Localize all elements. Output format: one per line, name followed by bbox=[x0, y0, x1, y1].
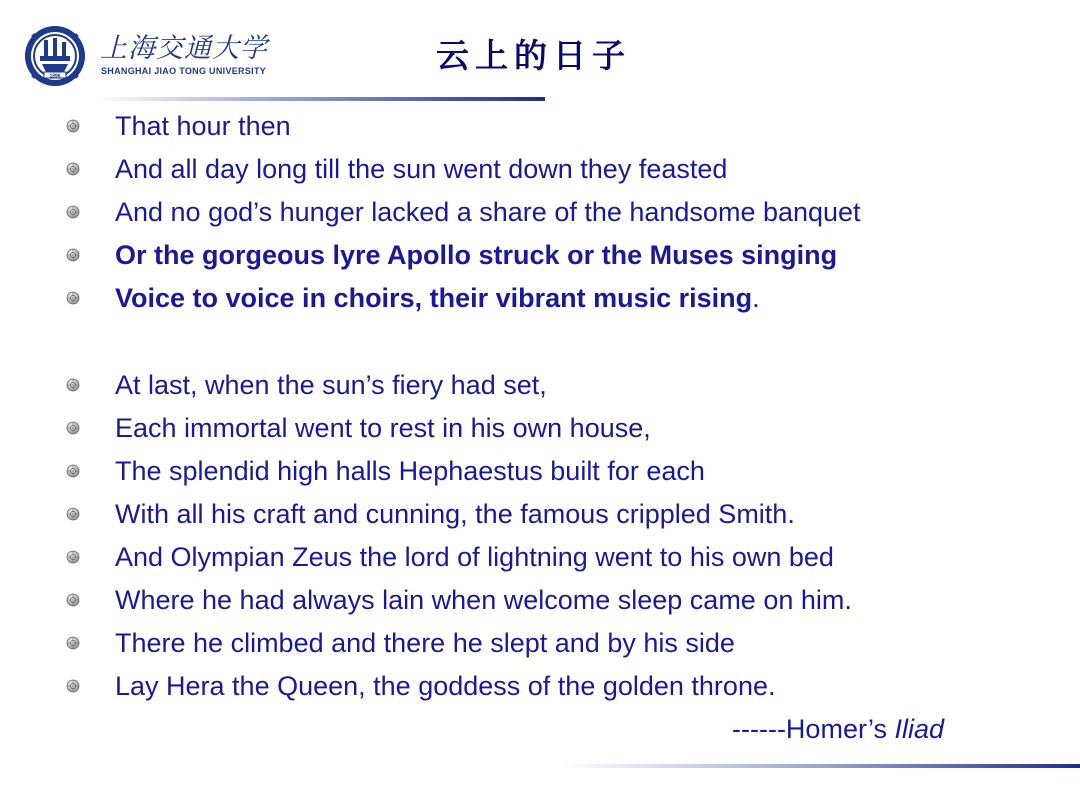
poem-line bbox=[0, 411, 1000, 445]
poem-line bbox=[0, 454, 1000, 488]
poem-line bbox=[0, 238, 1000, 272]
poem-line-text bbox=[115, 542, 834, 572]
poem-line bbox=[0, 195, 1000, 229]
poem-line-text bbox=[115, 499, 795, 529]
poem-line bbox=[0, 669, 1000, 703]
poem-line-main: And Olympian Zeus the lord of lightning went to his own bed bbox=[115, 542, 834, 572]
attribution-work: Iliad bbox=[894, 714, 944, 744]
poem-line-text bbox=[115, 370, 547, 400]
bullet-icon bbox=[66, 507, 80, 521]
university-name-chinese: 上海交通大学 bbox=[100, 33, 268, 64]
attribution bbox=[732, 714, 944, 745]
logo-year: 1896 bbox=[49, 73, 61, 80]
poem-line-main: Each immortal went to rest in his own house, bbox=[115, 413, 651, 443]
poem-line-text bbox=[115, 240, 837, 270]
poem-line-text bbox=[115, 628, 735, 658]
bullet-icon bbox=[66, 378, 80, 392]
bullet-icon bbox=[66, 464, 80, 478]
university-logo-icon bbox=[20, 24, 90, 88]
poem-line-text bbox=[115, 413, 651, 443]
bullet-icon bbox=[66, 679, 80, 693]
slide-title: 云上的日子 bbox=[436, 36, 631, 75]
bullet-icon bbox=[66, 593, 80, 607]
bullet-icon bbox=[66, 421, 80, 435]
bullet-icon bbox=[66, 205, 80, 219]
bullet-icon bbox=[66, 162, 80, 176]
attribution-prefix: ------Homer’s bbox=[731, 714, 895, 744]
header-divider bbox=[95, 97, 545, 101]
poem-line bbox=[0, 583, 1000, 617]
poem-line-text bbox=[115, 111, 291, 141]
poem-line-main: That hour then bbox=[115, 111, 291, 141]
poem-line-text bbox=[115, 456, 705, 486]
poem-line bbox=[0, 109, 1000, 143]
bullet-icon bbox=[66, 550, 80, 564]
poem-line-main: And no god’s hunger lacked a share of the handsome banquet bbox=[115, 197, 861, 227]
poem-line bbox=[0, 540, 1000, 574]
poem-line-main: Where he had always lain when welcome sleep came on him. bbox=[115, 585, 852, 615]
university-name-english: SHANGHAI JIAO TONG UNIVERSITY bbox=[101, 66, 267, 76]
poem-line-text bbox=[115, 585, 852, 615]
poem-line-main: With all his craft and cunning, the famous crippled Smith. bbox=[115, 499, 795, 529]
poem-line-main: There he climbed and there he slept and by his side bbox=[115, 628, 735, 658]
poem-line bbox=[0, 368, 1000, 402]
poem-line-text bbox=[115, 197, 861, 227]
poem-line bbox=[0, 497, 1000, 531]
poem-line-main: The splendid high halls Hephaestus built for each bbox=[115, 456, 705, 486]
poem-line-text bbox=[115, 671, 775, 701]
poem-line-text bbox=[115, 154, 727, 184]
poem-line bbox=[0, 626, 1000, 660]
poem-line-main: Lay Hera the Queen, the goddess of the golden throne. bbox=[115, 671, 776, 701]
bullet-icon bbox=[66, 291, 80, 305]
poem-line-main: Or the gorgeous lyre Apollo struck or the Muses singing bbox=[115, 240, 838, 270]
bullet-icon bbox=[66, 119, 80, 133]
poem-line bbox=[0, 152, 1000, 186]
poem-line bbox=[0, 281, 1000, 315]
bullet-icon bbox=[66, 248, 80, 262]
poem-line-main: Voice to voice in choirs, their vibrant music rising bbox=[115, 283, 753, 313]
footer-divider bbox=[560, 764, 1080, 768]
poem-line-text bbox=[115, 283, 760, 313]
poem-line-suffix: . bbox=[752, 283, 760, 313]
bullet-icon bbox=[66, 636, 80, 650]
poem-line-main: And all day long till the sun went down they feasted bbox=[115, 154, 728, 184]
poem-line-main: At last, when the sun’s fiery had set, bbox=[115, 370, 547, 400]
